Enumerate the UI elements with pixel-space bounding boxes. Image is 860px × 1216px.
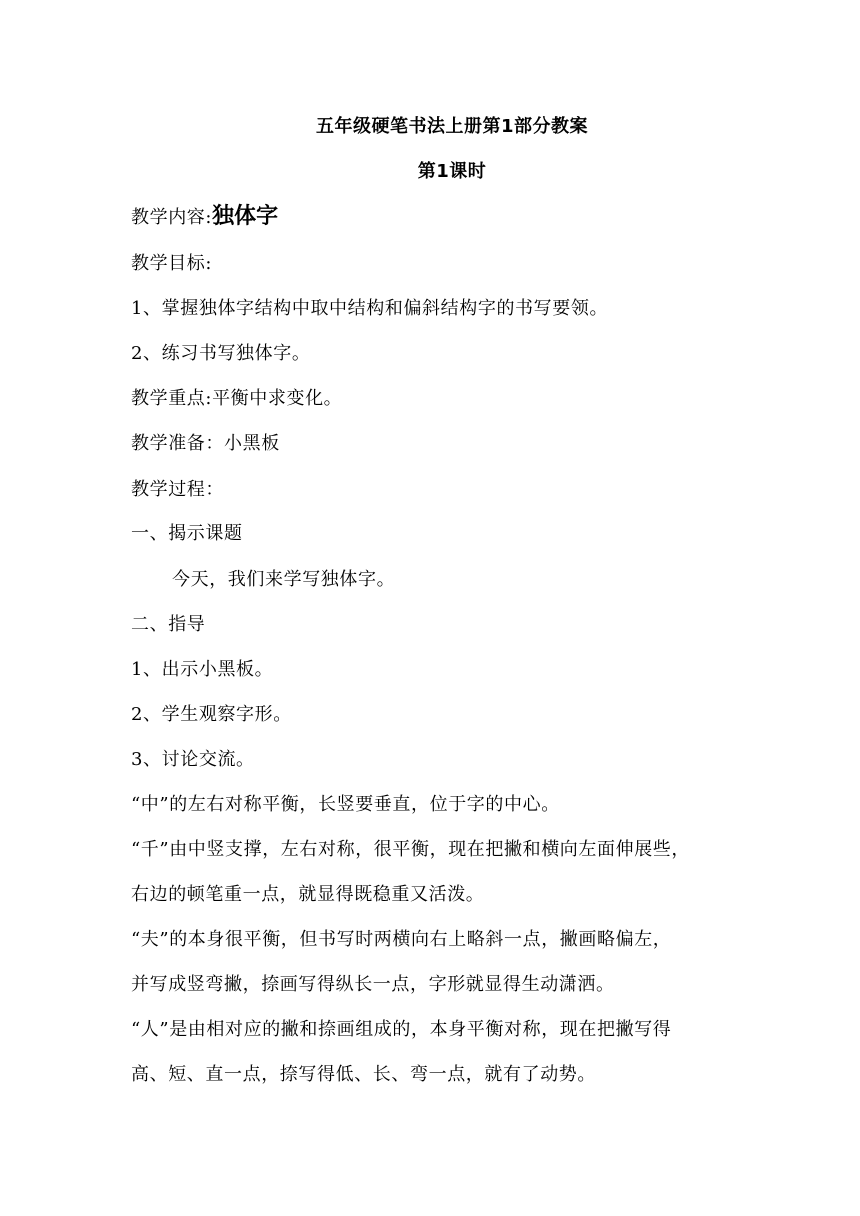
teaching-content-label: 教学内容: <box>131 207 213 228</box>
teaching-preparation-line: 教学准备：小黑板 <box>131 433 280 454</box>
document-title: 五年级硬笔书法上册第1部分教案 <box>315 116 589 137</box>
section-heading: 二、指导 <box>131 614 206 635</box>
teaching-goals-heading: 教学目标: <box>131 253 213 274</box>
paragraph-line: “中”的左右对称平衡，长竖要垂直，位于字的中心。 <box>131 794 560 815</box>
paragraph-line: 今天，我们来学写独体字。 <box>172 569 396 590</box>
paragraph-line: “人”是由相对应的撇和捺画组成的，本身平衡对称，现在把撇写得 <box>131 1019 672 1040</box>
section-heading: 一、揭示课题 <box>131 523 243 544</box>
list-item: 3、讨论交流。 <box>131 749 255 770</box>
goal-item: 1、掌握独体字结构中取中结构和偏斜结构字的书写要领。 <box>131 298 609 319</box>
list-item: 2、学生观察字形。 <box>131 704 292 725</box>
teaching-content-topic: 独体字 <box>212 204 279 229</box>
list-item: 1、出示小黑板。 <box>131 659 274 680</box>
paragraph-line: 并写成竖弯撇，捺画写得纵长一点，字形就显得生动潇洒。 <box>131 974 615 995</box>
teaching-process-heading: 教学过程： <box>131 479 224 500</box>
teaching-content-line <box>131 205 278 230</box>
paragraph-line: 右边的顿笔重一点，就显得既稳重又活泼。 <box>131 884 485 905</box>
paragraph-line: “夫”的本身很平衡，但书写时两横向右上略斜一点，撇画略偏左， <box>131 929 672 950</box>
lesson-heading: 第1课时 <box>417 161 487 182</box>
teaching-focus-line: 教学重点:平衡中求变化。 <box>131 388 343 409</box>
goal-item: 2、练习书写独体字。 <box>131 343 311 364</box>
paragraph-line: 高、短、直一点，捺写得低、长、弯一点，就有了动势。 <box>131 1064 596 1085</box>
paragraph-line: “千”由中竖支撑，左右对称，很平衡，现在把撇和横向左面伸展些， <box>131 839 691 860</box>
